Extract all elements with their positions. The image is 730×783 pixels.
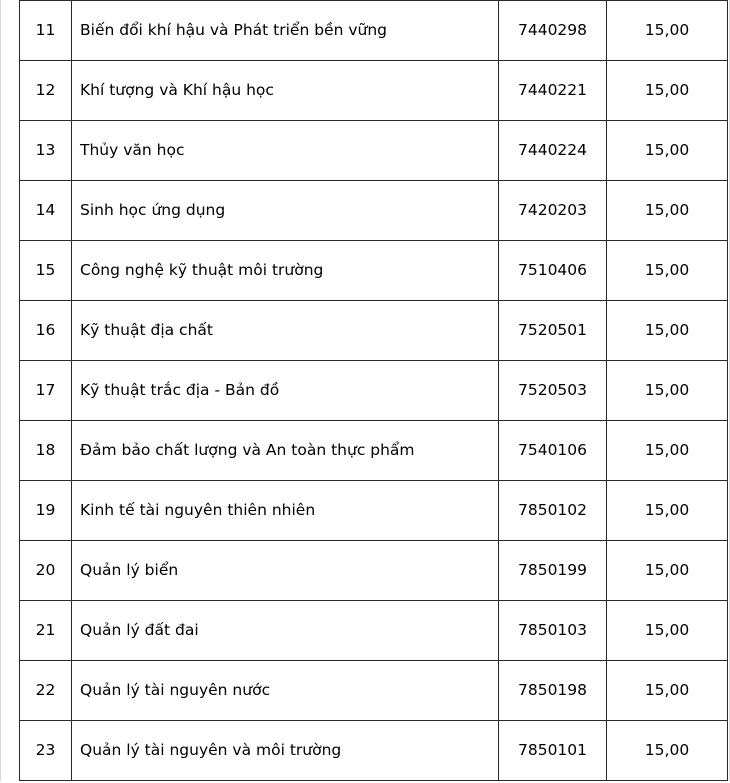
row-number: 14 — [20, 181, 72, 241]
admission-score: 15,00 — [607, 421, 728, 481]
table-row — [20, 661, 728, 721]
table-row — [20, 241, 728, 301]
major-name: Khí tượng và Khí hậu học — [72, 61, 499, 121]
admission-score: 15,00 — [607, 481, 728, 541]
major-name: Kinh tế tài nguyên thiên nhiên — [72, 481, 499, 541]
major-code: 7850199 — [499, 541, 607, 601]
row-number: 19 — [20, 481, 72, 541]
row-number: 17 — [20, 361, 72, 421]
table-row — [20, 481, 728, 541]
admission-score: 15,00 — [607, 61, 728, 121]
major-name: Quản lý tài nguyên và môi trường — [72, 721, 499, 781]
admission-score: 15,00 — [607, 361, 728, 421]
major-code: 7520501 — [499, 301, 607, 361]
major-name: Quản lý biển — [72, 541, 499, 601]
row-number: 21 — [20, 601, 72, 661]
major-code: 7850102 — [499, 481, 607, 541]
admission-score: 15,00 — [607, 661, 728, 721]
major-name: Công nghệ kỹ thuật môi trường — [72, 241, 499, 301]
table-row — [20, 61, 728, 121]
admission-score: 15,00 — [607, 601, 728, 661]
admission-score: 15,00 — [607, 541, 728, 601]
major-code: 7440224 — [499, 121, 607, 181]
table-row — [20, 361, 728, 421]
row-number: 20 — [20, 541, 72, 601]
row-number: 18 — [20, 421, 72, 481]
major-name: Kỹ thuật trắc địa - Bản đồ — [72, 361, 499, 421]
major-name: Quản lý đất đai — [72, 601, 499, 661]
table-row — [20, 601, 728, 661]
major-code: 7440221 — [499, 61, 607, 121]
major-name: Đảm bảo chất lượng và An toàn thực phẩm — [72, 421, 499, 481]
row-number: 11 — [20, 1, 72, 61]
table-row — [20, 301, 728, 361]
major-code: 7510406 — [499, 241, 607, 301]
major-code: 7540106 — [499, 421, 607, 481]
table-row — [20, 421, 728, 481]
admission-score: 15,00 — [607, 121, 728, 181]
major-name: Sinh học ứng dụng — [72, 181, 499, 241]
admission-score: 15,00 — [607, 721, 728, 781]
row-number: 13 — [20, 121, 72, 181]
row-number: 23 — [20, 721, 72, 781]
major-name: Thủy văn học — [72, 121, 499, 181]
admission-score: 15,00 — [607, 301, 728, 361]
row-number: 22 — [20, 661, 72, 721]
major-code: 7850198 — [499, 661, 607, 721]
table-row — [20, 121, 728, 181]
row-number: 16 — [20, 301, 72, 361]
major-code: 7440298 — [499, 1, 607, 61]
major-name: Biến đổi khí hậu và Phát triển bền vững — [72, 1, 499, 61]
major-code: 7420203 — [499, 181, 607, 241]
table-row — [20, 721, 728, 781]
major-name: Quản lý tài nguyên nước — [72, 661, 499, 721]
table-row — [20, 541, 728, 601]
table-row — [20, 1, 728, 61]
row-number: 12 — [20, 61, 72, 121]
major-code: 7520503 — [499, 361, 607, 421]
table-row — [20, 181, 728, 241]
major-name: Kỹ thuật địa chất — [72, 301, 499, 361]
admission-score: 15,00 — [607, 181, 728, 241]
row-number: 15 — [20, 241, 72, 301]
major-code: 7850103 — [499, 601, 607, 661]
majors-table — [19, 0, 728, 781]
major-code: 7850101 — [499, 721, 607, 781]
admission-score: 15,00 — [607, 241, 728, 301]
admission-score: 15,00 — [607, 1, 728, 61]
